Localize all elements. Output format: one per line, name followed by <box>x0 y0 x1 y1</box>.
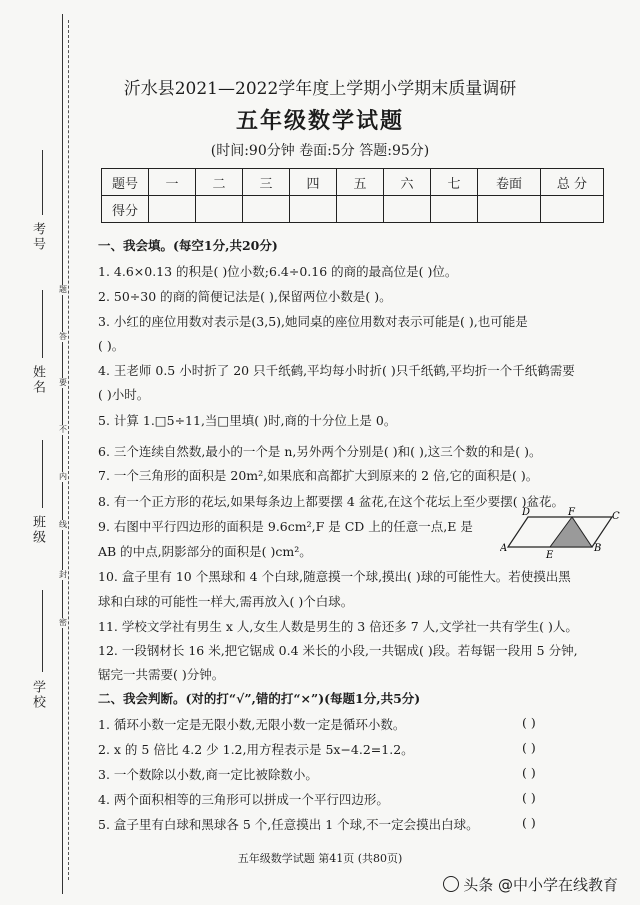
score-input-cell[interactable] <box>541 196 604 223</box>
table-cell: 得分 <box>102 196 149 223</box>
question-line: 2. 50÷30 的商的简便记法是( ),保留两位小数是( )。 <box>98 289 392 304</box>
score-input-cell[interactable] <box>196 196 243 223</box>
table-cell: 卷面 <box>478 169 541 196</box>
table-cell: 三 <box>243 169 290 196</box>
seal-char: 答 <box>59 332 67 341</box>
answer-paren[interactable]: ( ) <box>522 790 536 805</box>
score-table-header-row <box>102 169 604 196</box>
table-cell: 一 <box>149 169 196 196</box>
seal-char: 封 <box>59 570 67 579</box>
class-label: 班级 <box>30 515 45 545</box>
parallelogram-figure <box>500 505 620 560</box>
question-line: 12. 一段钢材长 16 米,把它锯成 0.4 米长的小段,一共锯成( )段。若每锯一段用 5 分钟, <box>98 643 578 658</box>
seal-char: 线 <box>59 520 67 529</box>
vertex-label-b: B <box>594 543 602 554</box>
score-table-score-row <box>102 196 604 223</box>
question-line: AB 的中点,阴影部分的面积是( )cm²。 <box>98 544 312 559</box>
question-line: 锯完一共需要( )分钟。 <box>98 667 225 682</box>
score-input-cell[interactable] <box>149 196 196 223</box>
watermark-text: 头条 @中小学在线教育 <box>463 876 618 894</box>
seal-char: 不 <box>59 425 67 434</box>
table-cell: 二 <box>196 169 243 196</box>
seal-char: 密 <box>59 618 67 627</box>
question-line: 3. 小红的座位用数对表示是(3,5),她同桌的座位用数对表示可能是( ),也可能是 <box>98 314 528 329</box>
name-field <box>42 290 43 358</box>
score-input-cell[interactable] <box>243 196 290 223</box>
shaded-triangle <box>550 517 592 547</box>
table-cell: 四 <box>290 169 337 196</box>
exam-number-label: 考号 <box>30 222 45 252</box>
table-cell: 总 分 <box>541 169 604 196</box>
question-line: ( )小时。 <box>98 387 150 402</box>
question-line: 1. 4.6×0.13 的积是( )位小数;6.4÷0.16 的商的最高位是( )位。 <box>98 264 458 279</box>
score-input-cell[interactable] <box>337 196 384 223</box>
judgement-item: 5. 盒子里有白球和黑球各 5 个,任意摸出 1 个球,不一定会摸出白球。 <box>98 817 479 832</box>
question-line: 10. 盒子里有 10 个黑球和 4 个白球,随意摸一个球,摸出( )球的可能性大。若使摸出黑 <box>98 569 571 584</box>
score-input-cell[interactable] <box>384 196 431 223</box>
judgement-item: 2. x 的 5 倍比 4.2 少 1.2,用方程表示是 5x−4.2=1.2。 <box>98 742 414 757</box>
judgement-item: 3. 一个数除以小数,商一定比被除数小。 <box>98 767 318 782</box>
seal-char: 要 <box>59 378 67 387</box>
question-line: 11. 学校文学社有男生 x 人,女生人数是男生的 3 倍还多 7 人,文学社一共有学生( )人。 <box>98 619 578 634</box>
table-cell: 六 <box>384 169 431 196</box>
vertex-label-d: D <box>522 507 531 518</box>
score-input-cell[interactable] <box>290 196 337 223</box>
table-cell: 五 <box>337 169 384 196</box>
score-table <box>101 168 604 223</box>
table-cell: 七 <box>431 169 478 196</box>
question-line: 8. 有一个正方形的花坛,如果每条边上都要摆 4 盆花,在这个花坛上至少要摆( )盆花。 <box>98 494 564 509</box>
table-cell: 题号 <box>102 169 149 196</box>
answer-paren[interactable]: ( ) <box>522 715 536 730</box>
school-field <box>42 590 43 672</box>
question-line: 5. 计算 1.□5÷11,当□里填( )时,商的十分位上是 0。 <box>98 413 397 428</box>
section2-heading: 二、我会判断。(对的打“√”,错的打“×”)(每题1分,共5分) <box>98 691 421 706</box>
section1-heading: 一、我会填。(每空1分,共20分) <box>98 238 278 253</box>
answer-paren[interactable]: ( ) <box>522 740 536 755</box>
score-input-cell[interactable] <box>478 196 541 223</box>
exam-title-line1: 沂水县2021—2022学年度上学期小学期末质量调研 <box>123 79 517 99</box>
name-label: 姓名 <box>30 365 45 395</box>
score-input-cell[interactable] <box>431 196 478 223</box>
school-label: 学校 <box>30 680 45 710</box>
seal-char: 内 <box>59 472 67 481</box>
class-field <box>42 440 43 508</box>
toutiao-logo-icon <box>443 876 459 892</box>
exam-subtitle: (时间:90分钟 卷面:5分 答题:95分) <box>210 143 430 159</box>
question-line: 7. 一个三角形的面积是 20m²,如果底和高都扩大到原来的 2 倍,它的面积是( )。 <box>98 468 539 483</box>
judgement-item: 1. 循环小数一定是无限小数,无限小数一定是循环小数。 <box>98 717 406 732</box>
question-line: 9. 右图中平行四边形的面积是 9.6cm²,F 是 CD 上的任意一点,E 是 <box>98 519 473 534</box>
question-line: 4. 王老师 0.5 小时折了 20 只千纸鹤,平均每小时折( )只千纸鹤,平均折一个千纸鹤需要 <box>98 363 575 378</box>
vertex-label-f: F <box>568 507 575 518</box>
question-line: ( )。 <box>98 338 125 353</box>
page-footer: 五年级数学试题 第41页 (共80页) <box>237 852 403 865</box>
seal-char: 题 <box>59 285 67 294</box>
vertex-label-a: A <box>500 543 508 554</box>
judgement-item: 4. 两个面积相等的三角形可以拼成一个平行四边形。 <box>98 792 389 807</box>
question-line: 6. 三个连续自然数,最小的一个是 n,另外两个分别是( )和( ),这三个数的和是( )。 <box>98 444 542 459</box>
vertex-label-c: C <box>612 511 620 522</box>
exam-title-line2: 五年级数学试题 <box>235 109 404 134</box>
answer-paren[interactable]: ( ) <box>522 815 536 830</box>
watermark <box>443 874 618 895</box>
vertex-label-e: E <box>546 550 554 560</box>
question-line: 球和白球的可能性一样大,需再放入( )个白球。 <box>98 594 354 609</box>
answer-paren[interactable]: ( ) <box>522 765 536 780</box>
